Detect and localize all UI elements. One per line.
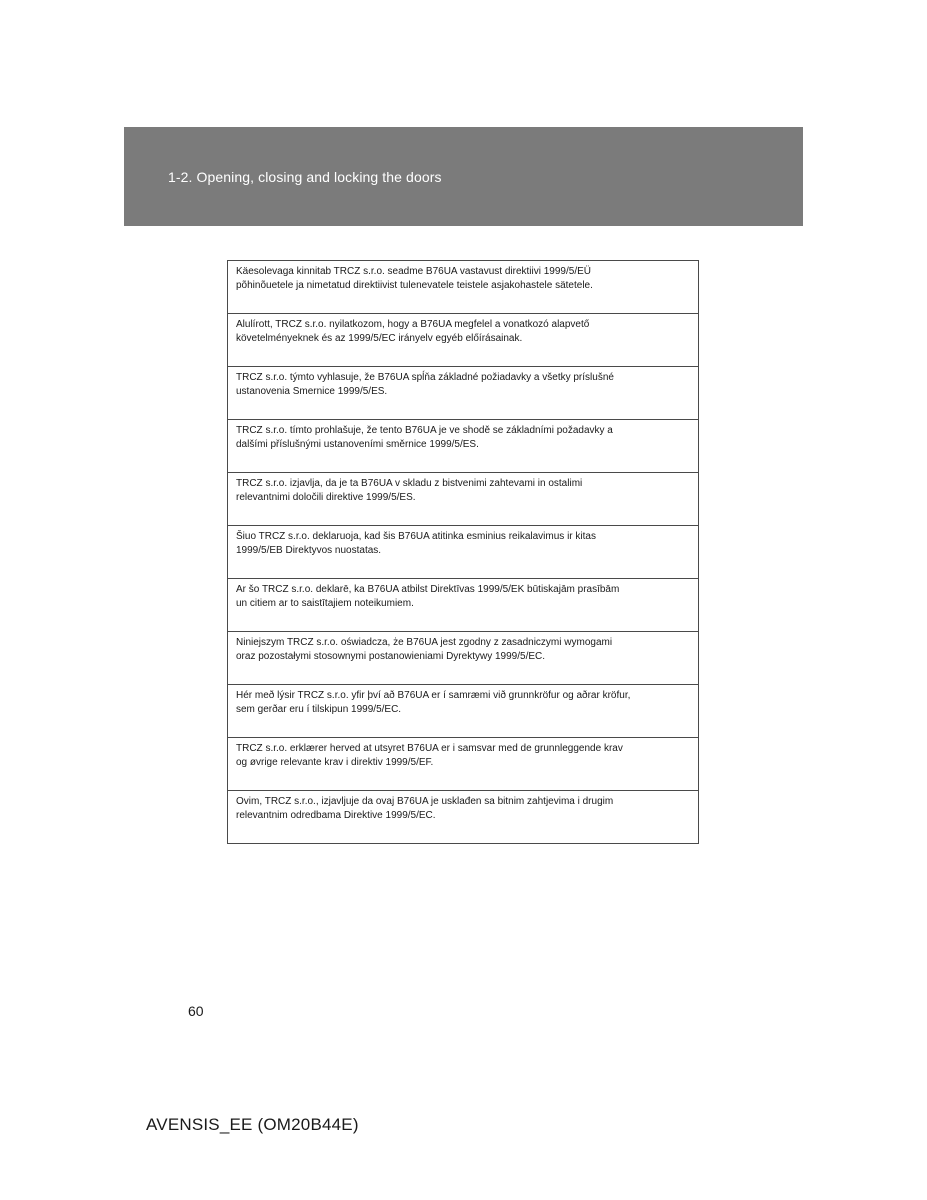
declaration-text: Käesolevaga kinnitab TRCZ s.r.o. seadme B76UA vastavust direktiivi 1999/5/EÜ põhinõuetele ja nimetatud direktiivist tulenevatele teistele asjakohastele sätetele. [236,266,593,291]
table-row [228,738,699,791]
table-row [228,367,699,420]
table-row [228,261,699,314]
declaration-cell-hungarian [228,314,699,367]
declaration-text: TRCZ s.r.o. tímto prohlašuje, že tento B76UA je ve shodě se základními požadavky a dalšími příslušnými ustanoveními směrnice 1999/5/ES. [236,425,613,450]
declaration-cell-slovenian [228,473,699,526]
declaration-text: TRCZ s.r.o. týmto vyhlasuje, že B76UA spĺňa základné požiadavky a všetky príslušné ustanovenia Smernice 1999/5/ES. [236,372,614,397]
declaration-text: Niniejszym TRCZ s.r.o. oświadcza, że B76UA jest zgodny z zasadniczymi wymogami oraz pozostałymi stosownymi postanowieniami Dyrektywy 1999/5/EC. [236,637,613,662]
declaration-text: Alulírott, TRCZ s.r.o. nyilatkozom, hogy a B76UA megfelel a vonatkozó alapvető követelményeknek és az 1999/5/EC irányelv egyéb előírásainak. [236,319,590,344]
table-row [228,314,699,367]
declaration-text: Hér með lýsir TRCZ s.r.o. yfir því að B76UA er í samræmi við grunnkröfur og aðrar kröfur, sem gerðar eru í tilskipun 1999/5/EC. [236,690,631,715]
declaration-cell-icelandic [228,685,699,738]
declaration-cell-czech [228,420,699,473]
declaration-table [227,260,699,844]
table-row [228,632,699,685]
table-row [228,685,699,738]
declaration-cell-slovak [228,367,699,420]
page-number: 60 [188,1003,204,1019]
declaration-cell-lithuanian [228,526,699,579]
declaration-text: Ovim, TRCZ s.r.o., izjavljuje da ovaj B76UA je usklađen sa bitnim zahtjevima i drugim relevantnim odredbama Direktive 1999/5/EC. [236,796,614,821]
section-header [124,127,803,226]
section-title: 1-2. Opening, closing and locking the doors [168,169,442,185]
declaration-text: Šiuo TRCZ s.r.o. deklaruoja, kad šis B76UA atitinka esminius reikalavimus ir kitas 1999/5/EB Direktyvos nuostatas. [236,531,596,556]
declaration-cell-polish [228,632,699,685]
table-row [228,526,699,579]
declaration-cell-latvian [228,579,699,632]
declaration-text: TRCZ s.r.o. erklærer herved at utsyret B76UA er i samsvar med de grunnleggende krav og øvrige relevante krav i direktiv 1999/5/EF. [236,743,623,768]
table-row [228,420,699,473]
manual-code: AVENSIS_EE (OM20B44E) [146,1115,359,1134]
declaration-cell-norwegian [228,738,699,791]
table-row [228,791,699,844]
declaration-text: Ar šo TRCZ s.r.o. deklarē, ka B76UA atbilst Direktīvas 1999/5/EK būtiskajām prasībām un citiem ar to saistītajiem noteikumiem. [236,584,620,609]
table-row [228,579,699,632]
declaration-cell-croatian [228,791,699,844]
declaration-cell-estonian [228,261,699,314]
table-row [228,473,699,526]
declaration-text: TRCZ s.r.o. izjavlja, da je ta B76UA v skladu z bistvenimi zahtevami in ostalimi relevantnimi določili direktive 1999/5/ES. [236,478,583,503]
